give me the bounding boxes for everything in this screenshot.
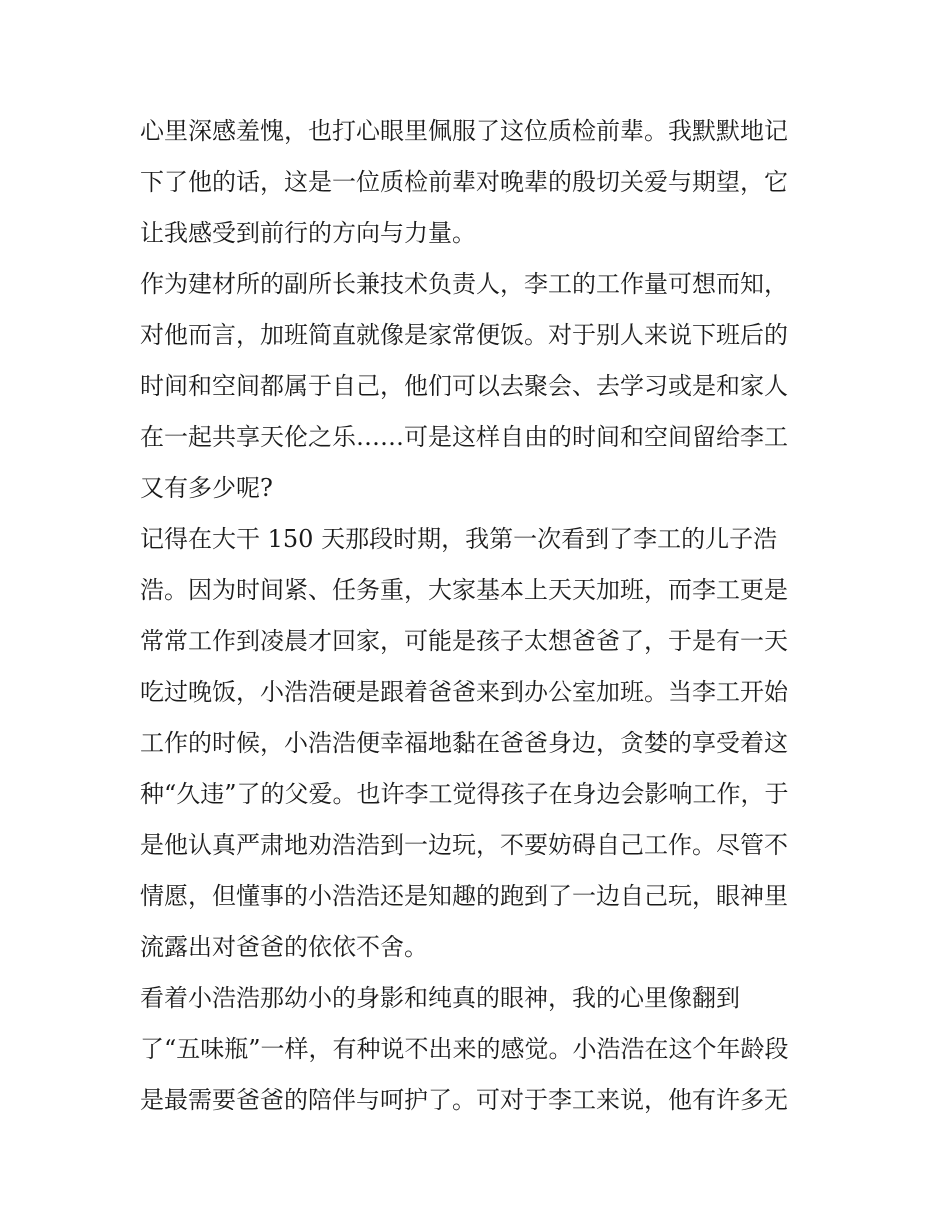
text-line: 浩。因为时间紧、任务重，大家基本上天天加班，而李工更是 xyxy=(140,576,788,604)
text-line: 心里深感羞愧，也打心眼里佩服了这位质检前辈。我默默地记 xyxy=(140,117,788,145)
text-line: 看着小浩浩那幼小的身影和纯真的眼神，我的心里像翻到 xyxy=(140,984,740,1012)
text-line: 情愿，但懂事的小浩浩还是知趣的跑到了一边自己玩，眼神里 xyxy=(140,882,788,910)
text-line: 下了他的话，这是一位质检前辈对晚辈的殷切关爱与期望，它 xyxy=(140,168,788,196)
text-line: 种“久违”了的父爱。也许李工觉得孩子在身边会影响工作，于 xyxy=(140,780,789,808)
text-line: 吃过晚饭，小浩浩硬是跟着爸爸来到办公室加班。当李工开始 xyxy=(140,678,788,706)
text-line: 流露出对爸爸的依依不舍。 xyxy=(140,933,428,961)
text-line: 是他认真严肃地劝浩浩到一边玩，不要妨碍自己工作。尽管不 xyxy=(140,831,788,859)
text-line: 常常工作到凌晨才回家，可能是孩子太想爸爸了，于是有一天 xyxy=(140,627,788,655)
text-line: 是最需要爸爸的陪伴与呵护了。可对于李工来说，他有许多无 xyxy=(140,1086,788,1114)
text-line: 在一起共享天伦之乐……可是这样自由的时间和空间留给李工 xyxy=(140,423,788,451)
text-line: 工作的时候，小浩浩便幸福地黏在爸爸身边，贪婪的享受着这 xyxy=(140,729,788,757)
text-line: 又有多少呢? xyxy=(140,474,273,502)
text-line: 作为建材所的副所长兼技术负责人，李工的工作量可想而知， xyxy=(140,270,788,298)
text-line: 记得在大干 150 天那段时期，我第一次看到了李工的儿子浩 xyxy=(140,525,778,553)
text-line: 让我感受到前行的方向与力量。 xyxy=(140,219,476,247)
text-line: 时间和空间都属于自己，他们可以去聚会、去学习或是和家人 xyxy=(140,372,788,400)
body-text xyxy=(140,106,820,1126)
text-line: 了“五味瓶”一样，有种说不出来的感觉。小浩浩在这个年龄段 xyxy=(140,1035,789,1063)
text-line: 对他而言，加班简直就像是家常便饭。对于别人来说下班后的 xyxy=(140,321,788,349)
